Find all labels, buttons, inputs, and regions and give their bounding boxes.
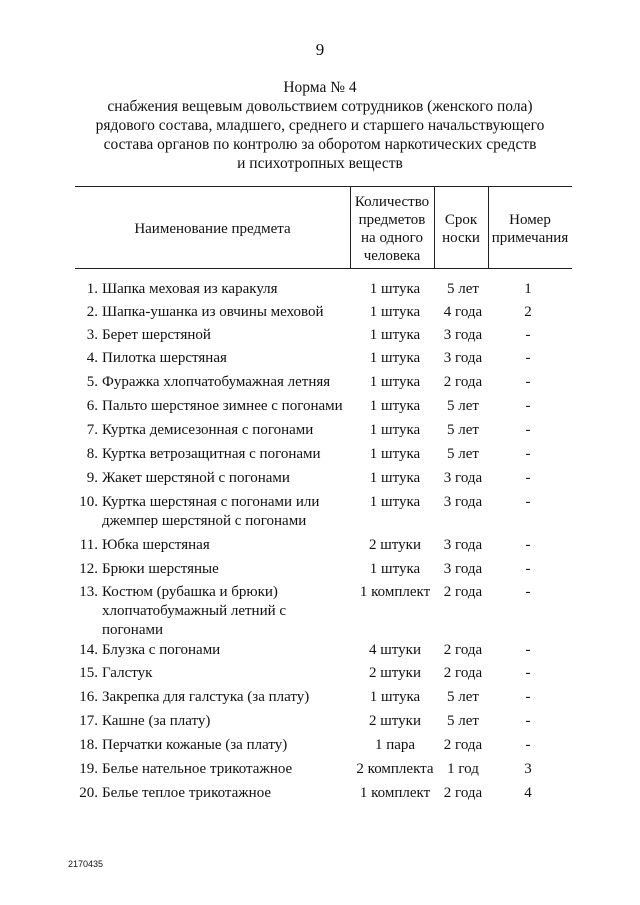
item-quantity: 2 штуки [369,537,421,553]
item-quantity: 1 комплект [359,584,431,600]
item-term: 5 лет [447,398,479,414]
item-name: Куртка демисезонная с погонами [102,422,314,438]
item-term: 2 года [443,584,483,600]
item-quantity: 1 штука [369,689,421,705]
item-term: 3 года [443,470,483,486]
item-name: Закрепка для галстука (за плату) [102,689,310,705]
item-name-line: хлопчатобумажный летний с [102,603,287,619]
row-number: 2. [86,304,98,320]
page-number: 9 [315,40,325,59]
item-term: 2 года [443,665,483,681]
row-number: 4. [86,350,98,366]
document-code: 2170435 [68,859,104,869]
item-quantity: 1 пара [374,737,416,753]
row-number: 1. [86,281,98,297]
item-quantity: 1 штука [369,494,421,510]
header-term-line: Срок [444,212,478,228]
item-note: - [525,537,531,553]
item-note: 3 [524,761,532,777]
item-note: - [525,665,531,681]
item-quantity: 1 штука [369,470,421,486]
row-number: 6. [86,398,98,414]
item-term: 5 лет [447,446,479,462]
item-name: Юбка шерстяная [102,537,210,553]
header-term-line: носки [442,230,480,246]
item-term: 3 года [443,494,483,510]
item-quantity: 1 штука [369,281,421,297]
item-note: - [525,470,531,486]
header-qty-line: человека [363,248,421,264]
item-name: Шапка-ушанка из овчины меховой [102,304,324,320]
item-quantity: 2 штуки [369,713,421,729]
item-name-line: Куртка шерстяная с погонами или [102,494,320,510]
item-note: - [525,713,531,729]
item-quantity: 1 штука [369,446,421,462]
row-number: 18. [79,737,98,753]
title-line: рядового состава, младшего, среднего и старшего начальствующего [95,117,545,134]
row-number: 17. [79,713,98,729]
item-term: 4 года [443,304,483,320]
item-term: 3 года [443,350,483,366]
row-number: 15. [79,665,98,681]
item-quantity: 1 штука [369,327,421,343]
item-name: Куртка ветрозащитная с погонами [102,446,321,462]
item-name: Пальто шерстяное зимнее с погонами [102,398,343,414]
item-note: - [525,584,531,600]
item-quantity: 2 штуки [369,665,421,681]
title-line: состава органов по контролю за оборотом наркотических средств [103,136,537,153]
item-note: - [525,446,531,462]
item-name-line: Костюм (рубашка и брюки) [102,584,278,600]
row-number: 16. [79,689,98,705]
item-note: 1 [524,281,532,297]
item-note: - [525,642,531,658]
item-name: Брюки шерстяные [102,561,219,577]
item-note: 4 [524,785,532,801]
row-number: 13. [79,584,98,600]
item-quantity: 1 штука [369,350,421,366]
item-quantity: 4 штуки [369,642,421,658]
item-note: - [525,561,531,577]
header-term [434,192,488,266]
item-quantity: 1 штука [369,398,421,414]
header-note-line: примечания [491,230,569,246]
item-note: - [525,374,531,390]
item-note: - [525,689,531,705]
header-qty-line: предметов [358,212,426,228]
item-term: 2 года [443,642,483,658]
header-qty-line: на одного [361,230,423,246]
item-term: 5 лет [447,422,479,438]
item-quantity: 1 штука [369,304,421,320]
item-name-line: погонами [102,622,164,638]
item-name: Белье теплое трикотажное [102,785,272,801]
item-name: Белье нательное трикотажное [102,761,293,777]
item-name: Жакет шерстяной с погонами [102,470,290,486]
row-number: 19. [79,761,98,777]
row-number: 10. [79,494,98,510]
item-term: 3 года [443,537,483,553]
row-number: 14. [79,642,98,658]
item-quantity: 2 комплекта [356,761,434,777]
item-note: - [525,422,531,438]
item-name [102,493,352,531]
item-quantity: 1 штука [369,422,421,438]
item-quantity: 1 штука [369,374,421,390]
item-note: - [525,494,531,510]
item-quantity: 1 комплект [359,785,431,801]
header-bottom-rule [75,268,572,269]
header-note [488,192,572,266]
item-note: - [525,737,531,753]
table-top-rule [75,186,572,187]
item-note: - [525,327,531,343]
item-term: 3 года [443,561,483,577]
item-term: 2 года [443,737,483,753]
item-name: Блузка с погонами [102,642,221,658]
item-name: Пилотка шерстяная [102,350,227,366]
item-name: Перчатки кожаные (за плату) [102,737,288,753]
item-name: Шапка меховая из каракуля [102,281,278,297]
item-term: 5 лет [447,689,479,705]
row-number: 3. [86,327,98,343]
header-note-line: Номер [509,212,551,228]
item-term: 2 года [443,785,483,801]
row-number: 7. [86,422,98,438]
item-name-line: джемпер шерстяной с погонами [102,513,307,529]
item-name [102,583,352,640]
item-note: 2 [524,304,532,320]
header-quantity [350,192,434,266]
item-name: Фуражка хлопчатобумажная летняя [102,374,331,390]
item-term: 5 лет [447,713,479,729]
row-number: 5. [86,374,98,390]
item-term: 1 год [447,761,479,777]
header-name-label: Наименование предмета [134,221,291,237]
item-note: - [525,398,531,414]
row-number: 11. [79,537,98,553]
item-name: Кашне (за плату) [102,713,211,729]
title-line: и психотропных веществ [237,155,403,172]
title-line: Норма № 4 [283,79,357,96]
header-qty-line: Количество [354,194,430,210]
title-line: снабжения вещевым довольствием сотрудников (женского пола) [107,98,533,115]
item-term: 5 лет [447,281,479,297]
row-number: 9. [86,470,98,486]
header-name [75,192,350,266]
item-name: Берет шерстяной [102,327,211,343]
row-number: 8. [86,446,98,462]
document-title [0,78,640,173]
row-number: 12. [79,561,98,577]
item-name: Галстук [102,665,153,681]
item-term: 2 года [443,374,483,390]
row-number: 20. [79,785,98,801]
item-quantity: 1 штука [369,561,421,577]
item-term: 3 года [443,327,483,343]
item-note: - [525,350,531,366]
